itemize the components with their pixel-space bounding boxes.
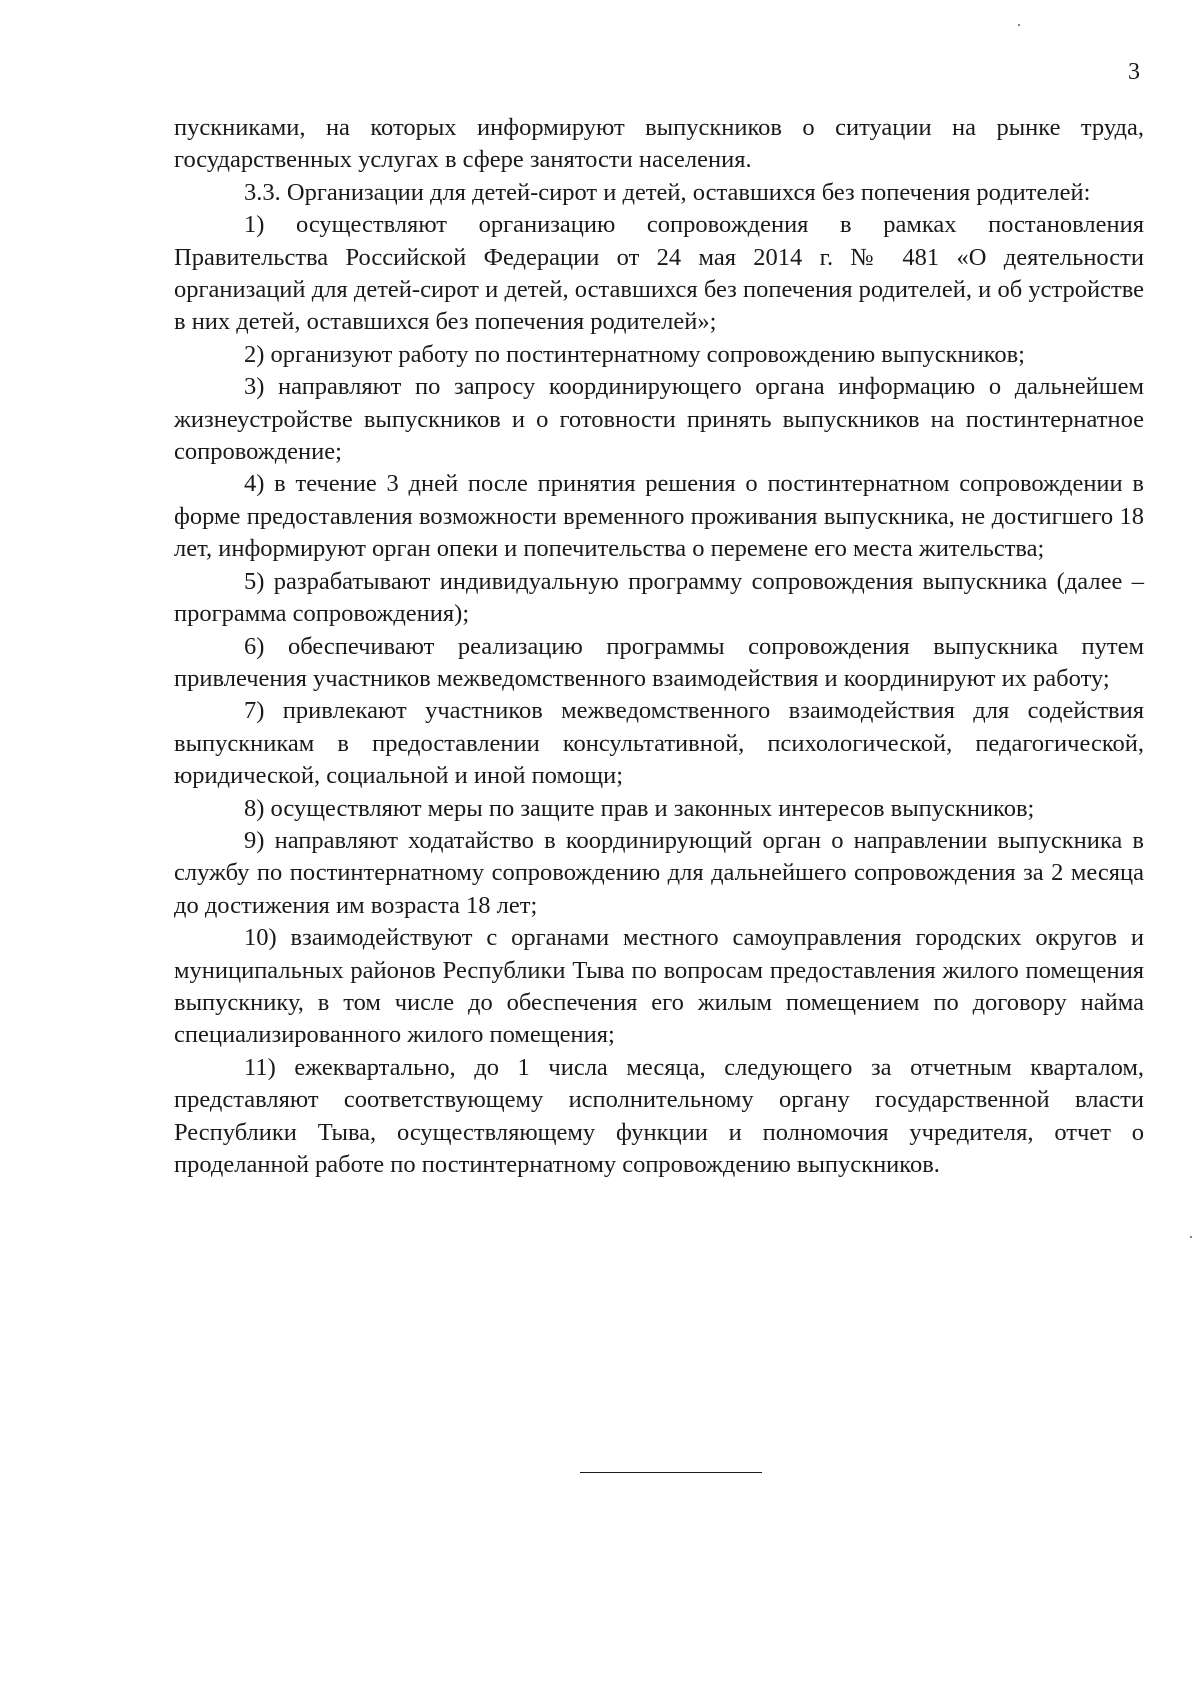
list-item-9: 9) направляют ходатайство в координирующий орган о направлении выпускника в службу по постинтернатному сопровождению для дальнейшего сопровождения за 2 месяца до достижения им возраста 18 лет;	[174, 826, 1144, 919]
list-item-2: 2) организуют работу по постинтернатному сопровождению выпускников;	[244, 340, 1025, 368]
scan-artifact	[1190, 1236, 1192, 1238]
list-item-3: 3) направляют по запросу координирующего органа информацию о дальнейшем жизнеустройстве выпускников и о готовности принять выпускников на постинтернатное сопровождение;	[174, 373, 1144, 466]
list-item-11: 11) ежеквартально, до 1 числа месяца, следующего за отчетным кварталом, представляют соответствующему исполнительному органу государственной власти Республики Тыва, осуществляющему функции и полномочия учредителя, отчет о проделанной работе по постинтернатному сопровождению выпускников.	[174, 1053, 1144, 1178]
page-number: 3	[1128, 59, 1140, 85]
list-item-1: 1) осуществляют организацию сопровождения в рамках постановления Правительства Российской Федерации от 24 мая 2014 г. № 481 «О деятельности организаций для детей-сирот и детей, оставшихся без попечения родителей, и об устройстве в них детей, оставшихся без попечения родителей»;	[174, 211, 1144, 336]
closing-divider	[580, 1472, 762, 1473]
scan-artifact	[1018, 24, 1020, 26]
list-item-7: 7) привлекают участников межведомственного взаимодействия для содействия выпускникам в предоставлении консультативной, психологической, педагогической, юридической, социальной и иной помощи;	[174, 697, 1144, 790]
list-item-8: 8) осуществляют меры по защите прав и законных интересов выпускников;	[244, 794, 1035, 822]
list-item-10: 10) взаимодействуют с органами местного самоуправления городских округов и муниципальных районов Республики Тыва по вопросам предоставления жилого помещения выпускнику, в том числе до обеспечения его жилым помещением по договору найма специализированного жилого помещения;	[174, 924, 1144, 1049]
list-item-5: 5) разрабатывают индивидуальную программу сопровождения выпускника (далее – программа сопровождения);	[174, 567, 1144, 628]
document-body	[174, 112, 1144, 1181]
list-item-4: 4) в течение 3 дней после принятия решения о постинтернатном сопровождении в форме предоставления возможности временного проживания выпускника, не достигшего 18 лет, информируют орган опеки и попечительства о перемене его места жительства;	[174, 470, 1144, 563]
paragraph-section-3-3: 3.3. Организации для детей-сирот и детей, оставшихся без попечения родителей:	[244, 178, 1091, 206]
paragraph-continuation: пускниками, на которых информируют выпускников о ситуации на рынке труда, государственных услугах в сфере занятости населения.	[174, 114, 1144, 174]
list-item-6: 6) обеспечивают реализацию программы сопровождения выпускника путем привлечения участников межведомственного взаимодействия и координируют их работу;	[174, 632, 1144, 692]
